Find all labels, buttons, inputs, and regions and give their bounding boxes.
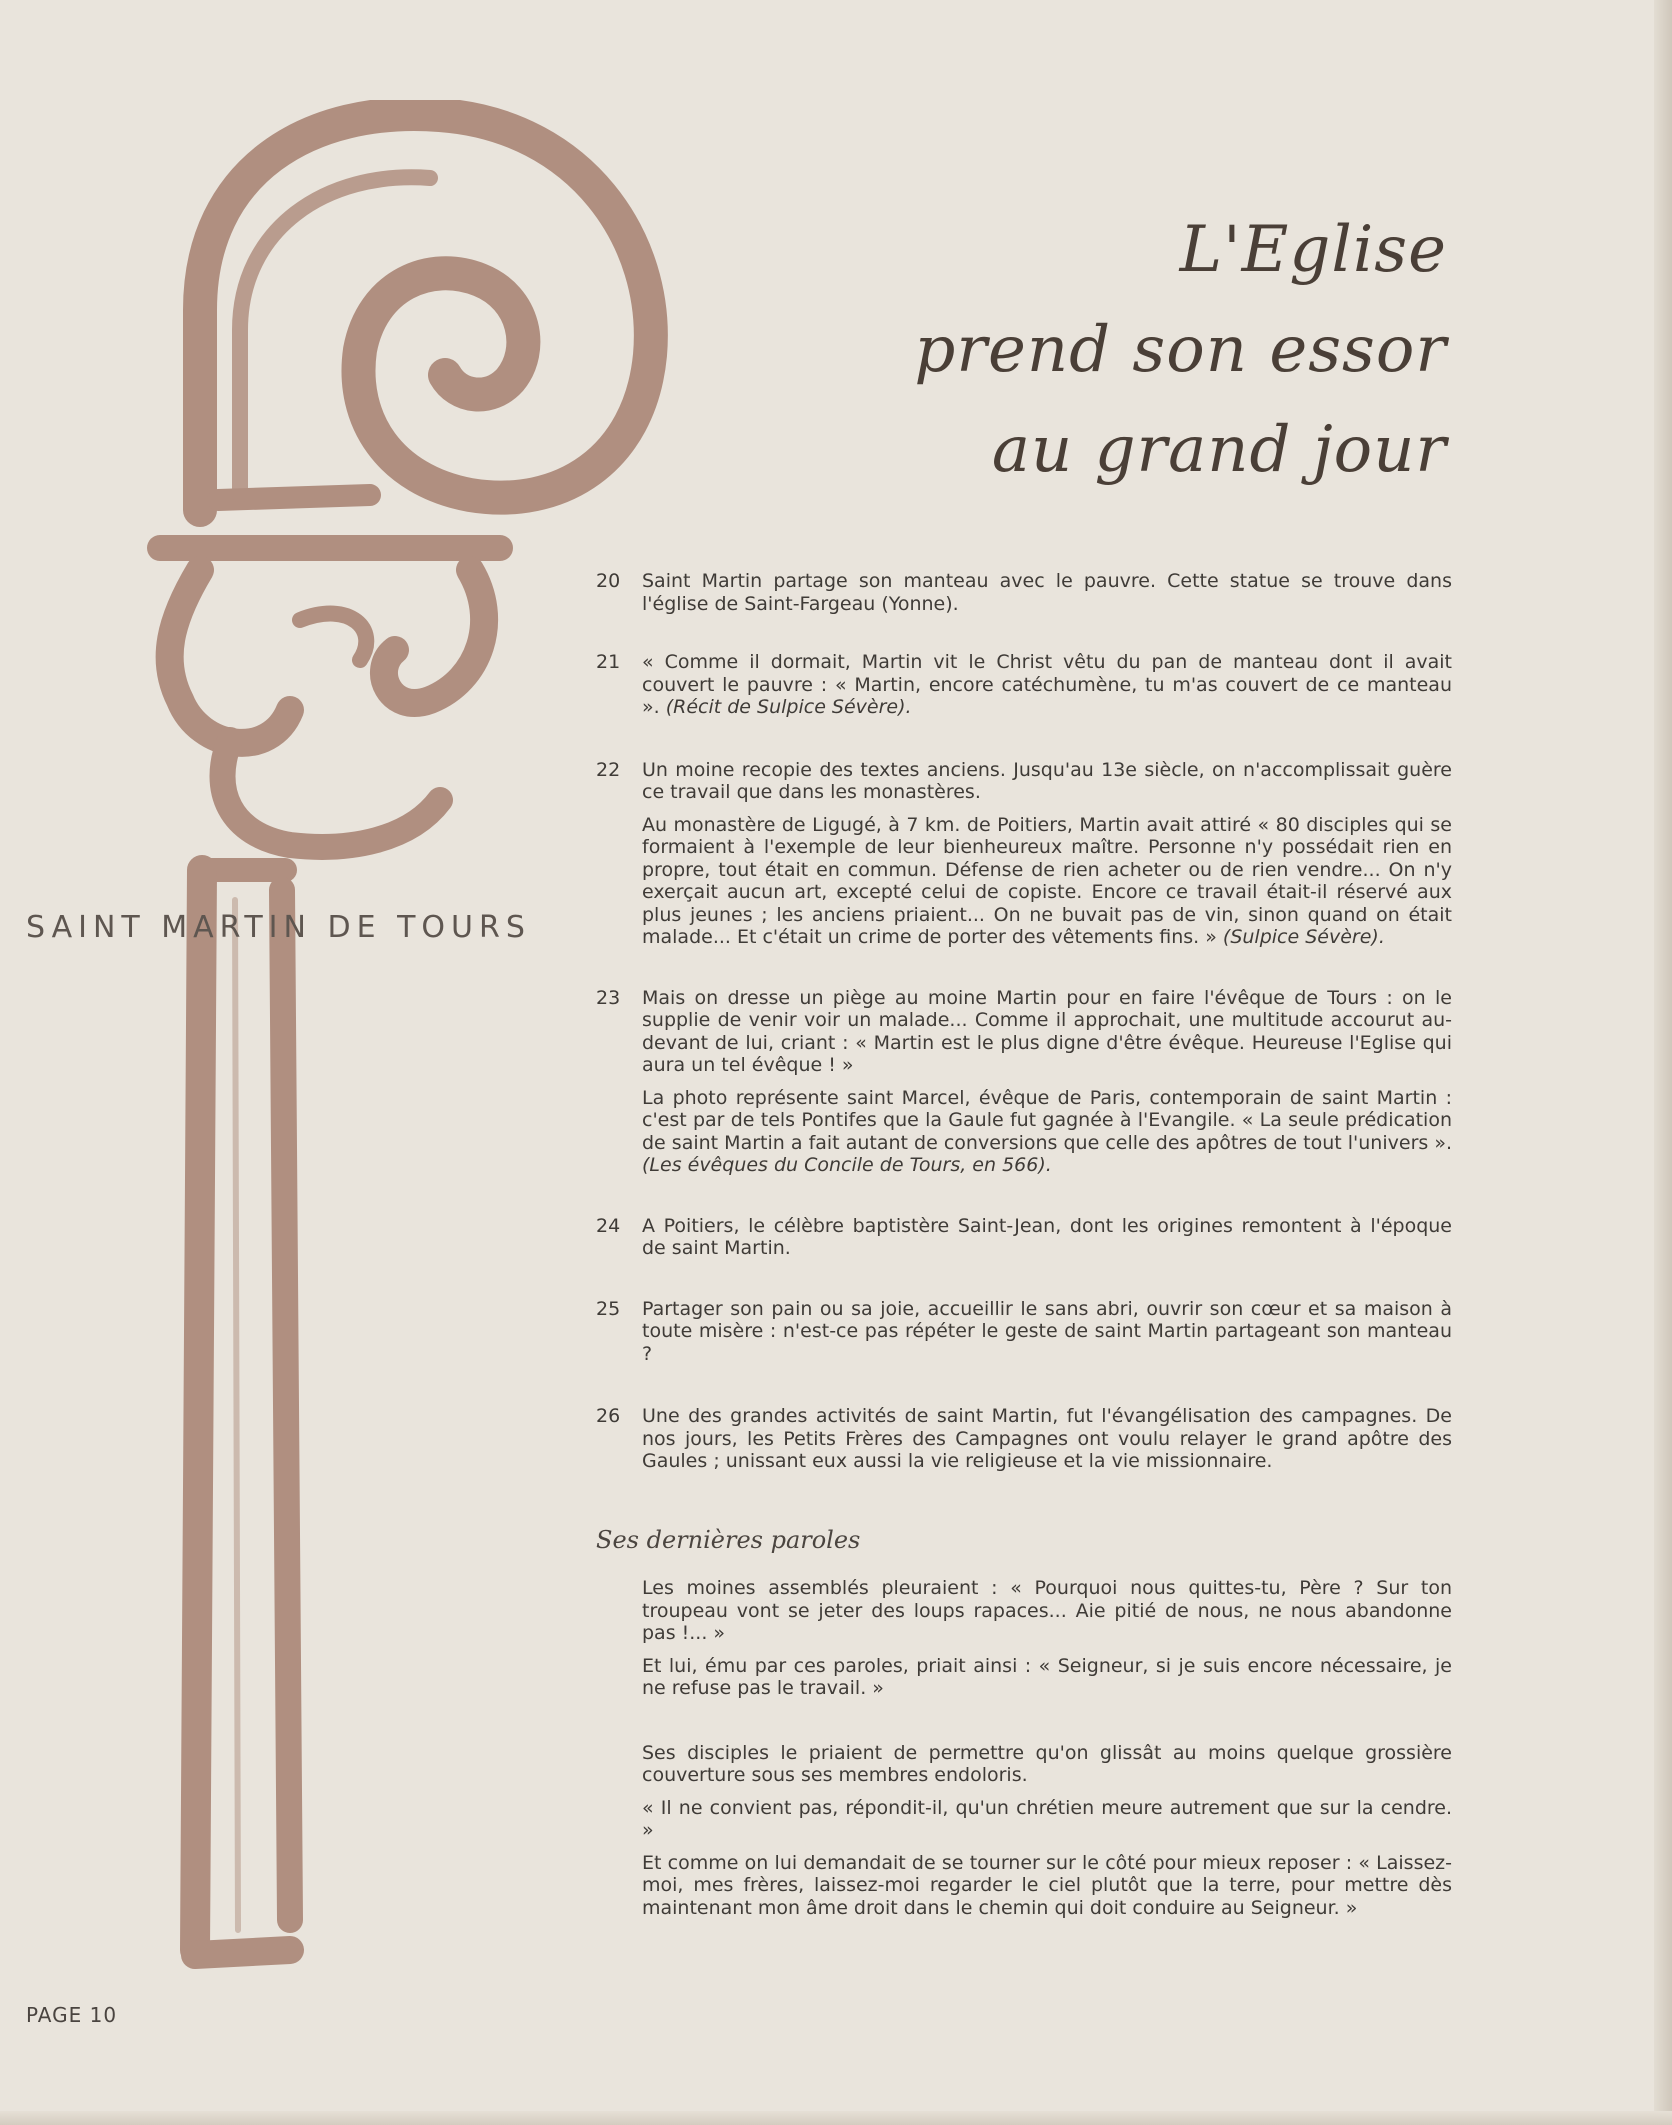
caption-entry xyxy=(596,651,1452,719)
caption-number: 20 xyxy=(596,570,621,592)
quote-source: (Sulpice Sévère). xyxy=(1222,926,1385,948)
caption-text xyxy=(642,814,1452,949)
caption-text: Une des grandes activités de saint Martin, fut l'évangélisation des campagnes. De nos jours, les Petits Frères des Campagnes ont voulu relayer le grand apôtre des Gaules ; unissant eux aussi la vie religieuse et la vie missionnaire. xyxy=(642,1405,1452,1472)
caption-number: 24 xyxy=(596,1214,621,1237)
caption-entry xyxy=(596,1405,1452,1473)
title-line-1: L'Eglise xyxy=(1179,213,1447,287)
paragraph: Les moines assemblés pleuraient : « Pourquoi nous quittes-tu, Père ? Sur ton troupeau vont se jeter des loups rapaces... Aie pitié de nous, ne nous abandonne pas !... » xyxy=(642,1577,1452,1644)
caption-number: 22 xyxy=(596,758,621,781)
page-bottom-edge xyxy=(0,2111,1672,2125)
paragraph: Ses disciples le priaient de permettre qu'on glissât au moins quelque grossière couverture sous ses membres endoloris. xyxy=(642,1741,1452,1786)
page-number: PAGE 10 xyxy=(26,2003,118,2027)
caption-entry xyxy=(596,1215,1452,1260)
quote-source: (Les évêques du Concile de Tours, en 566). xyxy=(642,1154,1052,1176)
page-title xyxy=(914,200,1447,500)
caption-text: Saint Martin partage son manteau avec le pauvre. Cette statue se trouve dans l'église de Saint-Fargeau (Yonne). xyxy=(642,570,1452,615)
last-words-section xyxy=(596,1577,1452,1919)
caption-text xyxy=(642,1087,1452,1177)
captions-column xyxy=(596,570,1452,1919)
caption-entry xyxy=(596,570,1452,615)
quote-text: « Comme il dormait, Martin vit le Christ vêtu du pan de manteau dont il avait couvert le pauvre : « Martin, encore catéchumène, tu m'as couvert de ce manteau ». xyxy=(642,651,1452,718)
caption-entry xyxy=(596,759,1452,949)
caption-number: 21 xyxy=(596,651,621,673)
title-line-3: au grand jour xyxy=(991,413,1447,487)
paragraph: Et comme on lui demandait de se tourner sur le côté pour mieux reposer : « Laissez-moi, mes frères, laissez-moi regarder le ciel plutôt que la terre, pour mettre dès maintenant mon âme droit dans le chemin qui doit conduire au Seigneur. » xyxy=(642,1851,1452,1919)
caption-text: Partager son pain ou sa joie, accueillir le sans abri, ouvrir son cœur et sa maison à toute misère : n'est-ce pas répéter le geste de saint Martin partageant son manteau ? xyxy=(642,1297,1452,1365)
title-line-2: prend son essor xyxy=(914,313,1447,387)
caption-text: Un moine recopie des textes anciens. Jusqu'au 13e siècle, on n'accomplissait guère ce travail que dans les monastères. xyxy=(642,758,1452,803)
caption-text: Mais on dresse un piège au moine Martin pour en faire l'évêque de Tours : on le supplie de venir voir un malade... Comme il approchait, une multitude accourut au-devant de lui, criant : « Martin est le plus digne d'être évêque. Heureuse l'Eglise qui aura un tel évêque ! » xyxy=(642,986,1452,1076)
side-caption: SAINT MARTIN DE TOURS xyxy=(26,910,531,945)
page-edge xyxy=(1654,0,1672,2125)
caption-entry xyxy=(596,1298,1452,1366)
caption-text xyxy=(642,651,1452,719)
caption-number: 26 xyxy=(596,1405,621,1427)
quote-source: (Récit de Sulpice Sévère). xyxy=(665,696,912,718)
caption-number: 25 xyxy=(596,1297,621,1320)
caption-number: 23 xyxy=(596,986,621,1009)
section-heading: Ses dernières paroles xyxy=(596,1525,861,1554)
paragraph: Et lui, ému par ces paroles, priait ainsi : « Seigneur, si je suis encore nécessaire, je ne refuse pas le travail. » xyxy=(642,1654,1452,1699)
paragraph: « Il ne convient pas, répondit-il, qu'un chrétien meure autrement que sur la cendre. » xyxy=(642,1796,1452,1841)
quote-text: Au monastère de Ligugé, à 7 km. de Poitiers, Martin avait attiré « 80 disciples qui se formaient à l'exemple de leur bienheureux maître. Personne n'y possédait rien en propre, tout était en commun. Défense de rien acheter ou de rien vendre... On n'y exerçait aucun art, excepté celui de copiste. Encore ce travail était-il réservé aux plus jeunes ; les anciens priaient... On ne buvait pas de vin, sinon quand on était malade... Et c'était un crime de porter des vêtements fins. » xyxy=(642,813,1452,948)
quote-text: La photo représente saint Marcel, évêque de Paris, contemporain de saint Martin : c'est par de tels Pontifes que la Gaule fut gagnée à l'Evangile. « La seule prédication de saint Martin a fait autant de conversions que celle des apôtres de tout l'univers ». xyxy=(642,1086,1452,1154)
caption-text: A Poitiers, le célèbre baptistère Saint-Jean, dont les origines remontent à l'époque de saint Martin. xyxy=(642,1214,1452,1259)
caption-entry xyxy=(596,987,1452,1177)
